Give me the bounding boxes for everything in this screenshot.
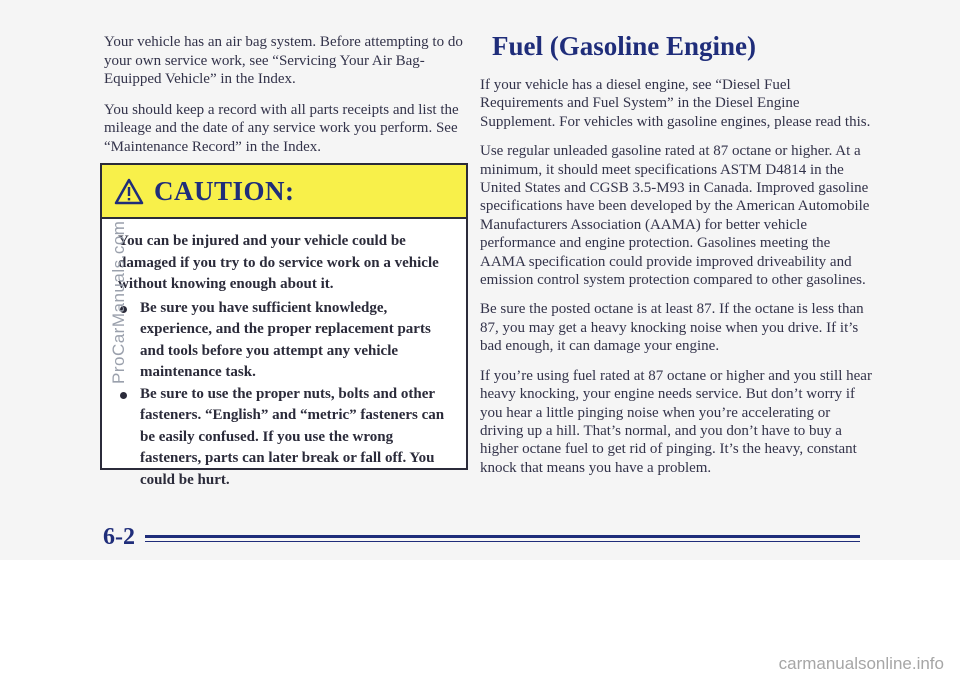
footer-rule-thin xyxy=(145,541,860,542)
caution-bullet-text: Be sure you have sufficient knowledge, experience, and the proper replacement parts and tools before you attempt any vehicle maintenance task. xyxy=(140,299,431,380)
side-watermark: ProCarManuals.com xyxy=(109,220,128,384)
right-column xyxy=(480,30,872,488)
page-number: 6-2 xyxy=(103,524,135,550)
caution-bullet-list xyxy=(118,298,452,492)
caution-lead-text: You can be injured and your vehicle could be damaged if you try to do service work on a vehicle without knowing enough about it. xyxy=(118,233,439,292)
caution-bullet xyxy=(118,298,452,384)
fuel-heading: Fuel (Gasoline Engine) xyxy=(492,31,757,61)
caution-header xyxy=(102,165,466,219)
fuel-paragraph: Be sure the posted octane is at least 87. If the octane is less than 87, you may get a heavy knocking noise when you drive. If it’s bad enough, it can damage your engine. xyxy=(480,301,864,355)
footer-rule xyxy=(145,535,860,538)
record-keeping-paragraph: You should keep a record with all parts receipts and list the mileage and the date of any service work you perform. See “Maintenance Record” in the Index. xyxy=(104,101,459,155)
bullet-icon xyxy=(120,392,127,399)
caution-title: CAUTION: xyxy=(154,175,295,206)
left-column xyxy=(104,33,464,169)
caution-box xyxy=(100,163,468,488)
warning-triangle-icon xyxy=(114,178,144,205)
fuel-paragraph: If you’re using fuel rated at 87 octane or higher and you still hear heavy knocking, your engine needs service. But don’t worry if you hear a little pinging noise when you’re accelerating or driving up a hill. That’s normal, and you don’t have to buy a higher octane fuel to get rid of pinging. It’s the heavy, constant knock that means you have a problem. xyxy=(480,367,872,476)
caution-body xyxy=(102,219,466,491)
caution-bullet xyxy=(118,384,452,492)
fuel-paragraph: If your vehicle has a diesel engine, see “Diesel Fuel Requirements and Fuel System” in the Diesel Engine Supplement. For vehicles with gasoline engines, please read this. xyxy=(480,77,871,130)
caution-bullet-text: Be sure to use the proper nuts, bolts and other fasteners. “English” and “metric” fasteners can be easily confused. If you use the wrong fasteners, parts can later break or fall off. You could be hurt. xyxy=(140,385,445,488)
fuel-paragraph: Use regular unleaded gasoline rated at 87 octane or higher. At a minimum, it should meet specifications ASTM D4814 in the United States and CGSB 3.5-M93 in Canada. Improved gasoline specifications have been developed by the American Automobile Manufacturers Association (AAMA) for better vehicle performance and engine protection. Gasolines meeting the AAMA specification could provide improved driveability and emission control system protection compared to other gasolines. xyxy=(480,143,870,289)
air-bag-paragraph: Your vehicle has an air bag system. Before attempting to do your own service work, see “Servicing Your Air Bag-Equipped Vehicle” in the Index. xyxy=(104,34,463,88)
bottom-watermark: carmanualsonline.info xyxy=(778,654,944,673)
